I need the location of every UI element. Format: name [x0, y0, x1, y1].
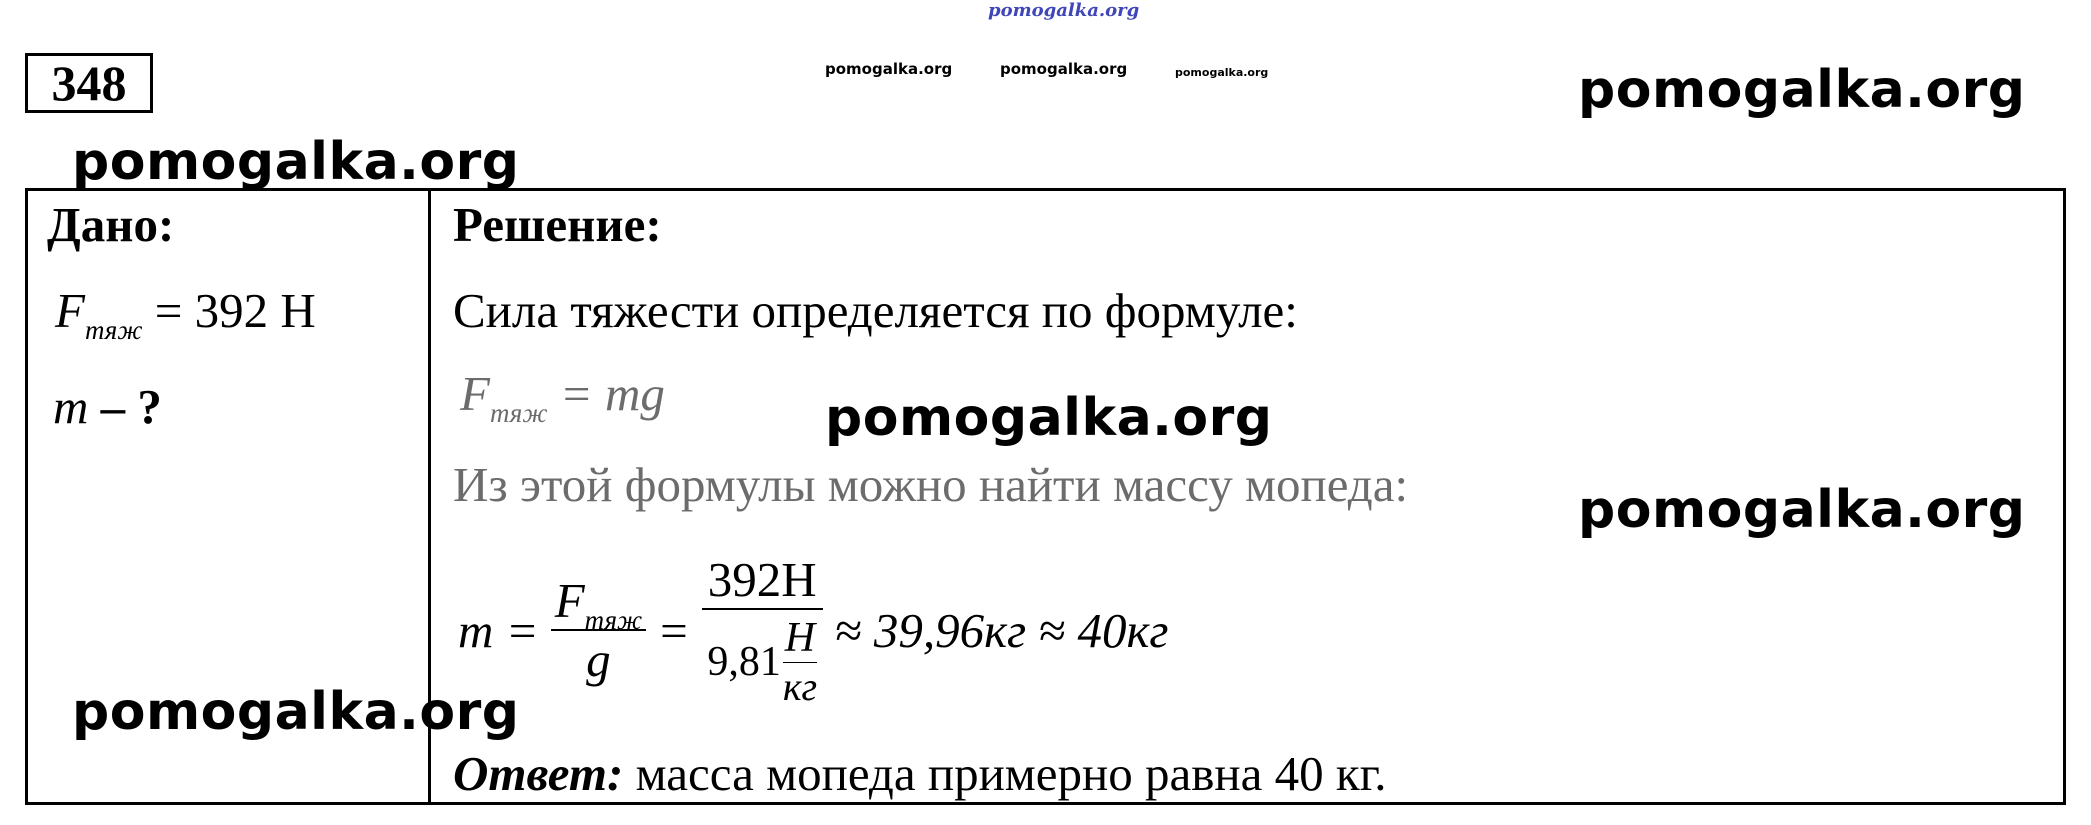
bottom-watermark: pomogalka.org [72, 682, 520, 742]
unknown-mark: – ? [100, 379, 162, 434]
formula-1 [460, 365, 665, 428]
formula1-lhs: F [460, 366, 490, 421]
answer [453, 745, 1387, 802]
unit-numerator: H [784, 614, 816, 661]
center-watermark: pomogalka.org [825, 388, 1273, 448]
force-value: = 392 Н [154, 283, 316, 338]
force-symbol: F [55, 283, 85, 338]
top-watermark: pomogalka.org [988, 0, 1140, 21]
formula2-lhs: m = [458, 602, 539, 658]
solution-line-2: Из этой формулы можно найти массу мопеда: [453, 457, 1409, 512]
given-watermark: pomogalka.org [72, 132, 520, 192]
frac1-numerator-sub: тяж [584, 605, 643, 635]
formula1-subscript: тяж [489, 398, 548, 428]
formula2-equals: = [660, 602, 688, 658]
small-watermark-3: pomogalka.org [1175, 66, 1269, 79]
header-watermark: pomogalka.org [1578, 60, 2026, 120]
frac1-denominator: g [586, 632, 611, 687]
right-watermark: pomogalka.org [1578, 480, 2026, 540]
answer-text: масса мопеда примерно равна 40 кг. [635, 746, 1387, 801]
answer-label: Ответ: [453, 746, 624, 801]
formula-2 [458, 540, 1169, 720]
solution-line-1: Сила тяжести определяется по формуле: [453, 283, 1298, 338]
given-title: Дано: [47, 197, 175, 252]
solution-title: Решение: [453, 197, 662, 252]
small-watermark-2: pomogalka.org [1000, 60, 1128, 78]
fraction-force-over-g [551, 572, 646, 688]
fraction-values [702, 551, 823, 710]
unit-fraction [783, 614, 817, 710]
problem-number: 348 [25, 53, 153, 113]
formula2-result: ≈ 39,96кг ≈ 40кг [834, 602, 1169, 658]
frac1-numerator: F [554, 573, 585, 628]
frac2-denominator-prefix: 9,81 [707, 638, 781, 685]
formula1-rhs: = mg [559, 366, 665, 421]
force-subscript: тяж [84, 315, 143, 345]
frac2-numerator: 392H [707, 551, 817, 607]
unit-denominator: кг [782, 663, 818, 709]
small-watermark-1: pomogalka.org [825, 60, 953, 78]
given-force [55, 282, 316, 345]
unknown-symbol: m [53, 379, 89, 434]
given-unknown [53, 378, 162, 435]
